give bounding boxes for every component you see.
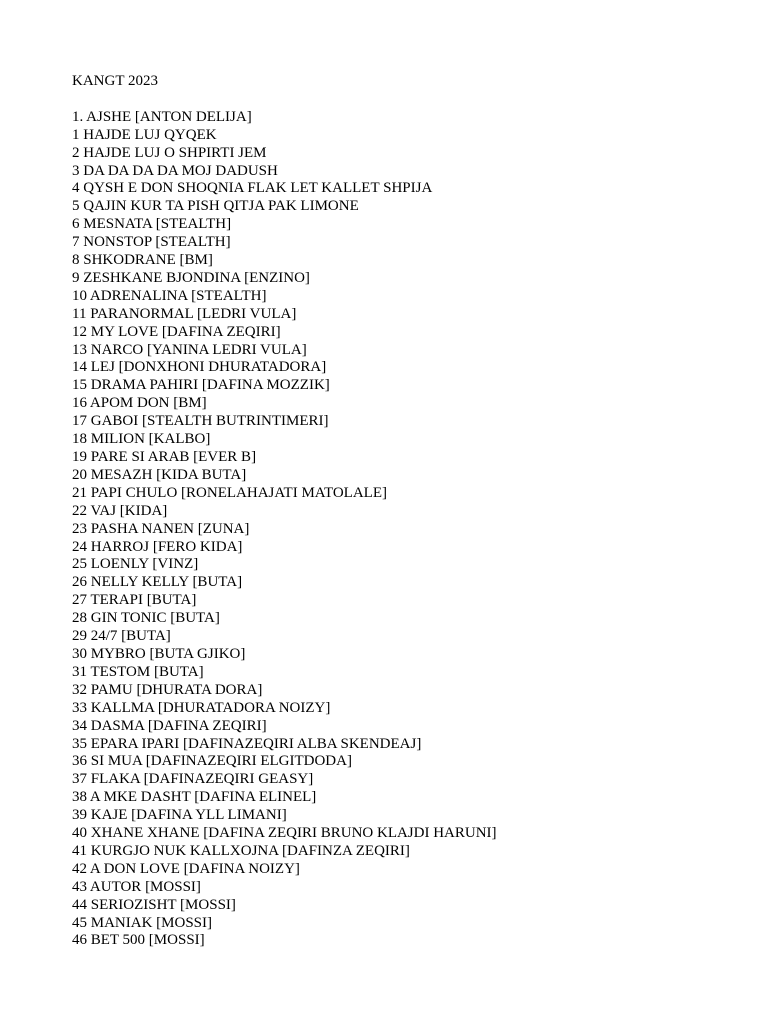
song-list-item: 23 PASHA NANEN [ZUNA]: [72, 520, 250, 537]
song-list-item: 43 AUTOR [MOSSI]: [72, 878, 201, 895]
song-list-item: 2 HAJDE LUJ O SHPIRTI JEM: [72, 144, 267, 161]
document-page: [72, 73, 752, 950]
song-list-item: 39 KAJE [DAFINA YLL LIMANI]: [72, 807, 287, 824]
song-list-item: 37 FLAKA [DAFINAZEQIRI GEASY]: [72, 771, 314, 788]
song-list-item: 27 TERAPI [BUTA]: [72, 592, 197, 609]
song-list-item: 36 SI MUA [DAFINAZEQIRI ELGITDODA]: [72, 753, 352, 770]
song-list-item: 16 APOM DON [BM]: [72, 395, 207, 412]
song-list-item: 17 GABOI [STEALTH BUTRINTIMERI]: [72, 413, 329, 430]
song-list-item: 11 PARANORMAL [LEDRI VULA]: [72, 305, 297, 322]
song-list-item: 38 A MKE DASHT [DAFINA ELINEL]: [72, 789, 317, 806]
song-list-item: 21 PAPI CHULO [RONELAHAJATI MATOLALE]: [72, 484, 387, 501]
song-list-item: 7 NONSTOP [STEALTH]: [72, 234, 231, 251]
song-list-item: 3 DA DA DA DA MOJ DADUSH: [72, 162, 278, 179]
song-list-item: 25 LOENLY [VINZ]: [72, 556, 199, 573]
song-list-item: 5 QAJIN KUR TA PISH QITJA PAK LIMONE: [72, 198, 359, 215]
song-list-item: 31 TESTOM [BUTA]: [72, 663, 204, 680]
song-list-item: 1 HAJDE LUJ QYQEK: [72, 126, 217, 143]
song-list-item: 6 MESNATA [STEALTH]: [72, 216, 232, 233]
song-list: [72, 109, 752, 951]
song-list-item: 29 24/7 [BUTA]: [72, 628, 171, 645]
song-list-item: 1. AJSHE [ANTON DELIJA]: [72, 108, 252, 125]
song-list-item: 8 SHKODRANE [BM]: [72, 252, 213, 269]
song-list-item: 26 NELLY KELLY [BUTA]: [72, 574, 243, 591]
document-title: KANGT 2023: [72, 73, 158, 89]
song-list-item: 44 SERIOZISHT [MOSSI]: [72, 896, 236, 913]
song-list-item: 19 PARE SI ARAB [EVER B]: [72, 449, 257, 466]
song-list-item: 13 NARCO [YANINA LEDRI VULA]: [72, 341, 307, 358]
song-list-item: 22 VAJ [KIDA]: [72, 502, 168, 519]
song-list-item: 28 GIN TONIC [BUTA]: [72, 610, 220, 627]
song-list-item: 34 DASMA [DAFINA ZEQIRI]: [72, 717, 267, 734]
song-list-item: 12 MY LOVE [DAFINA ZEQIRI]: [72, 323, 281, 340]
song-list-item: 14 LEJ [DONXHONI DHURATADORA]: [72, 359, 327, 376]
blank-line: [72, 91, 752, 109]
song-list-item: 33 KALLMA [DHURATADORA NOIZY]: [72, 699, 331, 716]
song-list-item: 32 PAMU [DHURATA DORA]: [72, 681, 263, 698]
song-list-item: 15 DRAMA PAHIRI [DAFINA MOZZIK]: [72, 377, 330, 394]
song-list-item: 41 KURGJO NUK KALLXOJNA [DAFINZA ZEQIRI]: [72, 842, 410, 859]
song-list-item: 46 BET 500 [MOSSI]: [72, 932, 205, 949]
song-list-item: 35 EPARA IPARI [DAFINAZEQIRI ALBA SKENDEAJ]: [72, 735, 422, 752]
song-list-item: 24 HARROJ [FERO KIDA]: [72, 538, 243, 555]
song-list-item: 20 MESAZH [KIDA BUTA]: [72, 466, 247, 483]
song-list-item: 18 MILION [KALBO]: [72, 431, 211, 448]
song-list-item: 42 A DON LOVE [DAFINA NOIZY]: [72, 860, 300, 877]
song-list-item: 9 ZESHKANE BJONDINA [ENZINO]: [72, 269, 310, 286]
song-list-item: 30 MYBRO [BUTA GJIKO]: [72, 645, 246, 662]
song-list-item: 10 ADRENALINA [STEALTH]: [72, 287, 267, 304]
song-list-item: 4 QYSH E DON SHOQNIA FLAK LET KALLET SHPIJA: [72, 180, 433, 197]
song-list-item: 40 XHANE XHANE [DAFINA ZEQIRI BRUNO KLAJDI HARUNI]: [72, 825, 497, 842]
song-list-item: 45 MANIAK [MOSSI]: [72, 914, 213, 931]
